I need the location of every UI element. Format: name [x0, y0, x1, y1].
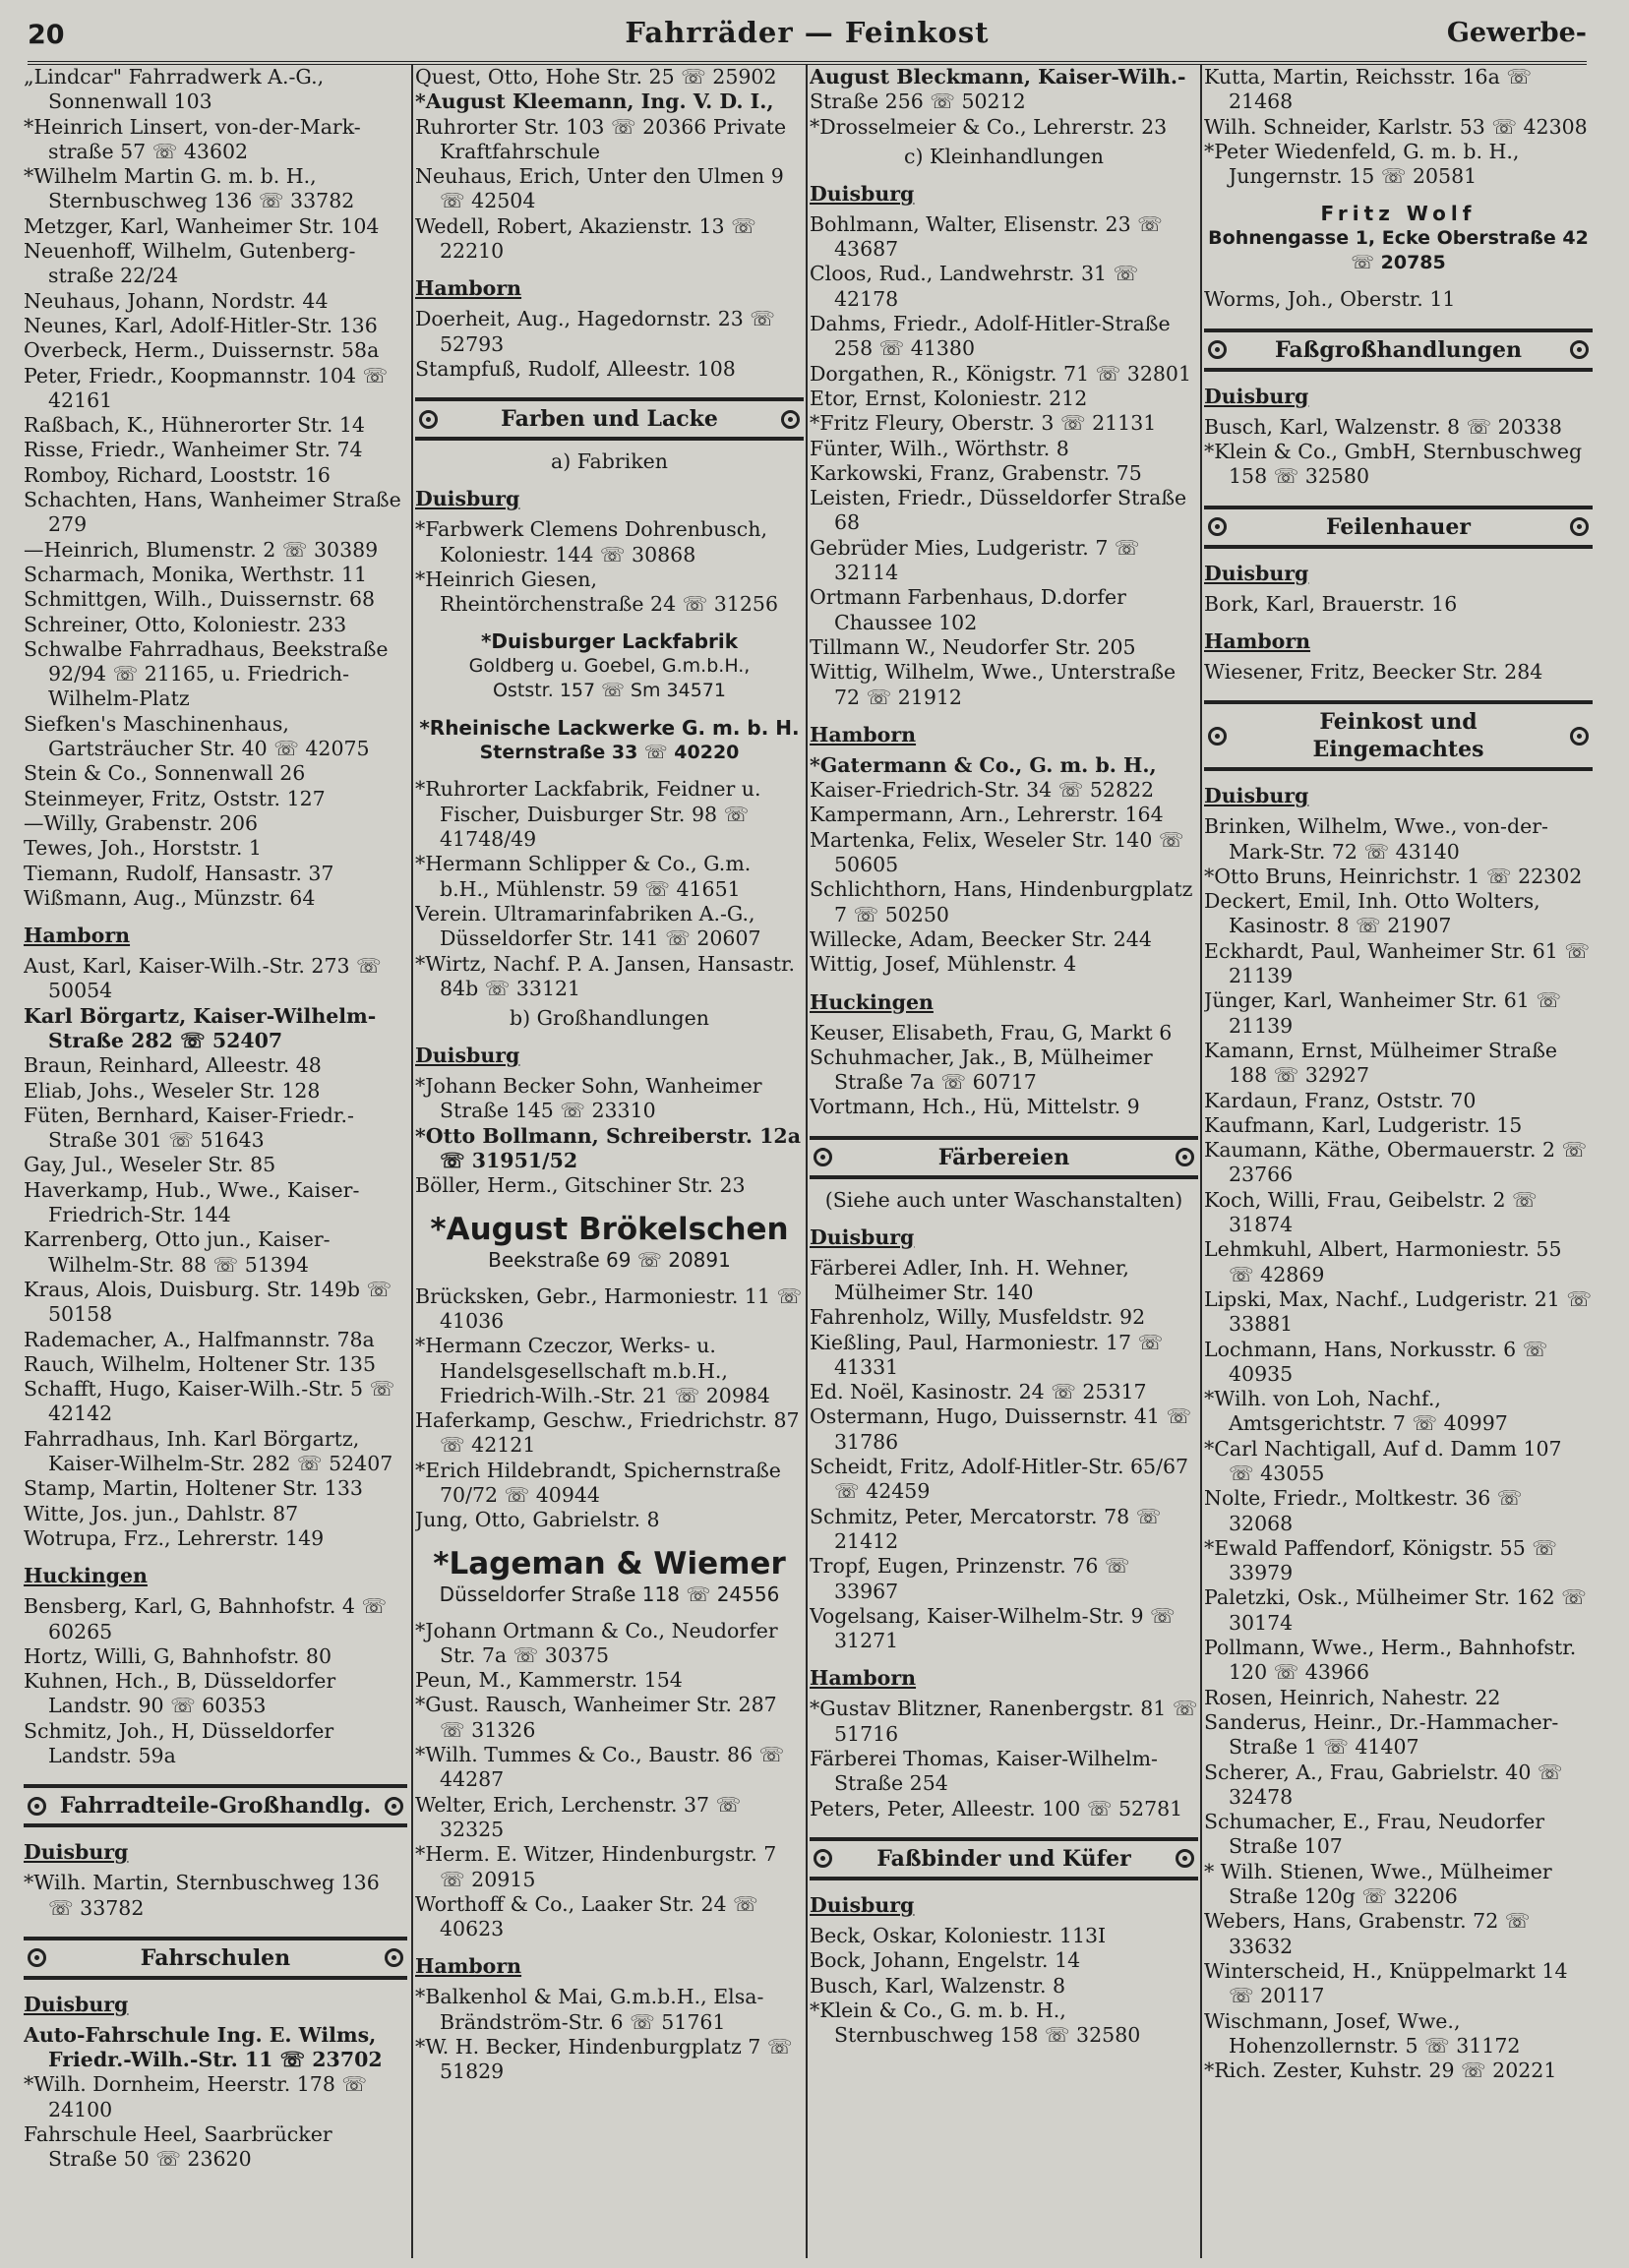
entry-list	[24, 65, 407, 911]
directory-entry: Romboy, Richard, Looststr. 16	[24, 462, 331, 487]
directory-entry: Neunes, Karl, Adolf-Hitler-Str. 136	[24, 313, 378, 337]
directory-entry: Neuenhoff, Wilhelm, Gutenberg-straße 22/24	[24, 239, 356, 288]
directory-entry: Peun, M., Kammerstr. 154	[415, 1668, 683, 1693]
advertisement	[415, 1545, 804, 1607]
directory-entry: Tewes, Joh., Horststr. 1	[24, 836, 262, 861]
ring-ornament-icon	[28, 1948, 46, 1967]
directory-entry: Ortmann Farbenhaus, D.dorfer Chaussee 102	[810, 585, 1126, 634]
directory-entry: Keuser, Elisabeth, Frau, G, Markt 6	[810, 1020, 1173, 1044]
directory-entry: * Wilh. Stienen, Wwe., Mülheimer Straße 120g ☏ 32206	[1204, 1859, 1552, 1909]
entry-list	[810, 90, 1198, 140]
directory-entry: Kardaun, Franz, Oststr. 70	[1204, 1088, 1477, 1112]
directory-entry: *Johann Ortmann & Co., Neudorfer Str. 7a ☏ 30375	[415, 1618, 778, 1667]
directory-entry: Lipski, Max, Nachf., Ludgeristr. 21 ☏ 33881	[1204, 1286, 1593, 1337]
directory-entry: Hortz, Willi, G, Bahnhofstr. 80	[24, 1643, 332, 1668]
directory-entry: Schuhmacher, Jak., B, Mülheimer Straße 7a ☏ 60717	[810, 1044, 1153, 1095]
ring-ornament-icon	[1570, 340, 1589, 359]
directory-entry: Karkowski, Franz, Grabenstr. 75	[810, 460, 1142, 485]
directory-entry: Rademacher, A., Halfmannstr. 78a	[24, 1327, 375, 1351]
directory-entry: *Balkenhol & Mai, G.m.b.H., Elsa-Brändström-Str. 6 ☏ 51761	[415, 1985, 764, 2034]
directory-entry: *Hermann Schlipper & Co., G.m. b.H., Mühlenstr. 59 ☏ 41651	[415, 852, 752, 901]
ring-ornament-icon	[1570, 727, 1589, 746]
directory-entry: „Lindcar" Fahrradwerk A.-G., Sonnenwall 103	[24, 65, 325, 114]
directory-entry: *Gust. Rausch, Wanheimer Str. 287 ☏ 31326	[415, 1693, 777, 1742]
section-title: Feinkost und Eingemachtes	[1312, 709, 1484, 763]
city-heading: Duisburg	[24, 1992, 129, 2016]
city-heading: Hamborn	[1204, 628, 1311, 653]
section-title: Faßbinder und Küfer	[876, 1845, 1131, 1872]
directory-entry: Nolte, Friedr., Moltkestr. 36 ☏ 32068	[1204, 1486, 1523, 1535]
city-heading: Duisburg	[24, 1840, 129, 1865]
directory-entry: Lochmann, Hans, Norkusstr. 6 ☏ 40935	[1204, 1337, 1548, 1386]
directory-entry: Pollmann, Wwe., Herm., Bahnhofstr. 120 ☏ 43966	[1204, 1636, 1577, 1685]
directory-entry: Dorgathen, R., Königstr. 71 ☏ 32801	[810, 361, 1192, 386]
bold-entry: *August Kleemann, Ing. V. D. I.,	[415, 90, 774, 114]
directory-entry: Vortmann, Hch., Hü, Mittelstr. 9	[810, 1095, 1140, 1119]
directory-entry: *Gustav Blitzner, Ranenbergstr. 81 ☏ 51716	[810, 1697, 1198, 1746]
directory-entry: Kießling, Paul, Harmoniestr. 17 ☏ 41331	[810, 1330, 1164, 1379]
running-title: Fahrräder — Feinkost	[625, 16, 990, 49]
directory-entry: *Klein & Co., G. m. b. H., Sternbuschweg 158 ☏ 32580	[810, 1998, 1141, 2048]
directory-entry: Webers, Hans, Grabenstr. 72 ☏ 33632	[1204, 1909, 1531, 1958]
directory-entry: Cloos, Rud., Landwehrstr. 31 ☏ 42178	[810, 262, 1139, 311]
advertisement	[415, 715, 804, 765]
directory-entry: *Hermann Czeczor, Werks- u. Handelsgesellschaft m.b.H., Friedrich-Wilh.-Str. 21 ☏ 20984	[415, 1334, 770, 1407]
advertisement	[415, 1211, 804, 1273]
directory-entry: Martenka, Felix, Weseler Str. 140 ☏ 50605	[810, 827, 1184, 877]
ad-name: *Rheinische Lackwerke G. m. b. H.	[419, 716, 800, 741]
directory-entry: Etor, Ernst, Koloniestr. 212	[810, 386, 1088, 410]
directory-entry: Doerheit, Aug., Hagedornstr. 23 ☏ 52793	[415, 307, 775, 356]
section-title: Farben und Lacke	[501, 406, 718, 433]
ring-ornament-icon	[28, 1797, 46, 1816]
directory-entry: *Fritz Fleury, Oberstr. 3 ☏ 21131	[810, 411, 1157, 436]
ring-ornament-icon	[1176, 1849, 1194, 1868]
directory-entry: Schafft, Hugo, Kaiser-Wilh.-Str. 5 ☏ 42142	[24, 1377, 395, 1426]
directory-entry: Schreiner, Otto, Koloniestr. 233	[24, 612, 347, 636]
directory-entry: Ruhrorter Str. 103 ☏ 20366 Private Kraftfahrschule	[415, 114, 787, 163]
directory-entry: *Carl Nachtigall, Auf d. Damm 107 ☏ 43055	[1204, 1436, 1562, 1485]
entry-list	[415, 777, 804, 1001]
ring-ornament-icon	[1570, 517, 1589, 536]
directory-entry: Tiemann, Rudolf, Hansastr. 37	[24, 861, 334, 885]
entry-list	[810, 1924, 1198, 2048]
entry-list	[415, 65, 804, 90]
directory-entry: —Willy, Grabenstr. 206	[24, 810, 259, 835]
directory-entry: Kraus, Alois, Duisburg. Str. 149b ☏ 50158	[24, 1277, 392, 1327]
directory-entry: Risse, Friedr., Wanheimer Str. 74	[24, 438, 363, 462]
directory-entry: Straße 256 ☏ 50212	[810, 90, 1026, 114]
directory-entry: Rauch, Wilhelm, Holtener Str. 135	[24, 1351, 377, 1376]
ad-line: ☏ 20785	[1351, 252, 1446, 274]
city-heading: Hamborn	[24, 924, 131, 948]
directory-entry: Schmittgen, Wilh., Duissernstr. 68	[24, 587, 376, 612]
entry-list	[24, 2072, 407, 2172]
directory-entry: Eckhardt, Paul, Wanheimer Str. 61 ☏ 21139	[1204, 938, 1590, 988]
directory-entry: Schumacher, E., Frau, Neudorfer Straße 107	[1204, 1810, 1545, 1859]
city-heading: Duisburg	[1204, 784, 1309, 808]
section-title: Färbereien	[937, 1144, 1070, 1170]
entry-list	[415, 1985, 804, 2084]
advertisement	[1204, 201, 1593, 275]
directory-entry: *W. H. Becker, Hindenburgplatz 7 ☏ 51829	[415, 2035, 793, 2084]
directory-entry: Brücksken, Gebr., Harmoniestr. 11 ☏ 41036	[415, 1283, 803, 1333]
directory-entry: Busch, Karl, Walzenstr. 8	[810, 1973, 1066, 1998]
directory-entry: Verein. Ultramarinfabriken A.-G., Düsseldorfer Str. 141 ☏ 20607	[415, 901, 761, 951]
city-heading: Duisburg	[415, 487, 520, 511]
directory-entry: Färberei Thomas, Kaiser-Wilhelm-Straße 254	[810, 1747, 1158, 1796]
entry-list	[1204, 65, 1593, 189]
ad-line: Goldberg u. Goebel, G.m.b.H.,	[468, 655, 751, 678]
directory-entry: Sanderus, Heinr., Dr.-Hammacher-Straße 1 ☏ 41407	[1204, 1709, 1559, 1760]
ring-ornament-icon	[419, 410, 438, 429]
directory-entry: Wilh. Schneider, Karlstr. 53 ☏ 42308	[1204, 114, 1588, 139]
ad-line: Beekstraße 69 ☏ 20891	[488, 1247, 731, 1272]
directory-entry: *Ewald Paffendorf, Königstr. 55 ☏ 33979	[1204, 1535, 1557, 1585]
entry-list	[810, 1021, 1198, 1120]
section-banner	[24, 1784, 407, 1827]
entry-list	[1204, 814, 1593, 2083]
city-heading: Hamborn	[415, 276, 522, 301]
section-banner	[810, 1136, 1198, 1179]
directory-entry: Raßbach, K., Hühnerorter Str. 14	[24, 413, 365, 438]
entry-list	[1204, 592, 1593, 617]
city-heading: Duisburg	[810, 1224, 915, 1249]
entry-list	[810, 212, 1198, 710]
directory-entry: Welter, Erich, Lerchenstr. 37 ☏ 32325	[415, 1792, 742, 1841]
directory-entry: Kuhnen, Hch., B, Düsseldorfer Landstr. 90 ☏ 60353	[24, 1669, 336, 1718]
entry-list	[1204, 415, 1593, 490]
directory-entry: *Wilh. Tummes & Co., Baustr. 86 ☏ 44287	[415, 1743, 785, 1792]
directory-entry: Karrenberg, Otto jun., Kaiser-Wilhelm-Str. 88 ☏ 51394	[24, 1227, 331, 1277]
ring-ornament-icon	[781, 410, 800, 429]
cross-reference-note: (Siehe auch unter Waschanstalten)	[824, 1187, 1183, 1212]
directory-entry: Peter, Friedr., Koopmannstr. 104 ☏ 42161	[24, 363, 389, 412]
directory-entry: *Otto Bruns, Heinrichstr. 1 ☏ 22302	[1204, 864, 1583, 888]
directory-entry: Jung, Otto, Gabrielstr. 8	[415, 1508, 660, 1532]
entry-list	[810, 778, 1198, 977]
section-banner	[1204, 700, 1593, 771]
directory-entry: Schmitz, Peter, Mercatorstr. 78 ☏ 21412	[810, 1504, 1162, 1553]
directory-entry: *Wilh. Martin, Sternbuschweg 136 ☏ 33782	[24, 1871, 380, 1920]
section-title: Faßgroßhandlungen	[1274, 336, 1523, 363]
directory-entry: Wedell, Robert, Akazienstr. 13 ☏ 22210	[415, 213, 756, 264]
directory-entry: Wotrupa, Frz., Lehrerstr. 149	[24, 1525, 325, 1550]
ad-line: Sternstraße 33 ☏ 40220	[479, 742, 740, 764]
section-title: Fahrschulen	[140, 1944, 291, 1971]
directory-entry: Kamann, Ernst, Mülheimer Straße 188 ☏ 32927	[1204, 1038, 1558, 1088]
entry-list	[24, 1053, 407, 1551]
city-heading: Hamborn	[810, 722, 917, 746]
section-banner	[810, 1837, 1198, 1880]
city-heading: Hamborn	[415, 1954, 522, 1979]
city-heading: Duisburg	[810, 1892, 915, 1917]
section-banner	[1204, 328, 1593, 372]
directory-entry: Fünter, Wilh., Wörthstr. 8	[810, 436, 1069, 460]
ring-ornament-icon	[1176, 1148, 1194, 1166]
directory-entry: Kampermann, Arn., Lehrerstr. 164	[810, 803, 1164, 827]
directory-entry: Wißmann, Aug., Münzstr. 64	[24, 885, 316, 910]
ad-line: Oststr. 157 ☏ Sm 34571	[493, 680, 726, 702]
directory-entry: Paletzki, Osk., Mülheimer Str. 162 ☏ 30174	[1204, 1585, 1587, 1635]
directory-entry: *Wirtz, Nachf. P. A. Jansen, Hansastr. 84b ☏ 33121	[415, 951, 796, 1000]
ad-name: *Lageman & Wiemer	[433, 1545, 786, 1582]
directory-entry: Metzger, Karl, Wanheimer Str. 104	[24, 213, 380, 238]
city-heading: Duisburg	[415, 1044, 520, 1068]
column-1	[24, 65, 407, 2263]
directory-entry: Quest, Otto, Hohe Str. 25 ☏ 25902	[415, 65, 777, 89]
ring-ornament-icon	[814, 1148, 832, 1166]
directory-entry: Kaufmann, Karl, Ludgeristr. 15	[1204, 1112, 1523, 1137]
directory-entry: *Wilhelm Martin G. m. b. H., Sternbuschweg 136 ☏ 33782	[24, 164, 355, 213]
directory-entry: Witte, Jos. jun., Dahlstr. 87	[24, 1501, 299, 1525]
ring-ornament-icon	[1208, 727, 1227, 746]
city-heading: Huckingen	[810, 989, 934, 1014]
directory-entry: Böller, Herm., Gitschiner Str. 23	[415, 1173, 746, 1198]
directory-entry: Füten, Bernhard, Kaiser-Friedr.-Straße 301 ☏ 51643	[24, 1103, 354, 1153]
city-heading: Huckingen	[24, 1564, 148, 1588]
directory-entry: Schlichthorn, Hans, Hindenburgplatz 7 ☏ 50250	[810, 877, 1193, 926]
directory-entry: *Heinrich Giesen, Rheintörchenstraße 24 ☏ 31256	[415, 567, 779, 617]
ring-ornament-icon	[385, 1948, 403, 1967]
directory-entry: Tropf, Eugen, Prinzenstr. 76 ☏ 33967	[810, 1554, 1130, 1603]
section-banner	[24, 1937, 407, 1980]
directory-entry: *Drosselmeier & Co., Lehrerstr. 23	[810, 114, 1168, 139]
city-heading: Duisburg	[810, 181, 915, 206]
directory-entry: Bock, Johann, Engelstr. 14	[810, 1948, 1081, 1973]
directory-entry: *Wilh. Dornheim, Heerstr. 178 ☏ 24100	[24, 2072, 368, 2121]
directory-entry: Braun, Reinhard, Alleestr. 48	[24, 1053, 322, 1078]
directory-entry: Kutta, Martin, Reichsstr. 16a ☏ 21468	[1204, 65, 1532, 114]
section-title: Fahrradteile-Großhandlg.	[59, 1793, 372, 1820]
directory-entry: Winterscheid, H., Knüppelmarkt 14 ☏ 20117	[1204, 1958, 1568, 2008]
directory-entry: *Rich. Zester, Kuhstr. 29 ☏ 20221	[1204, 2059, 1557, 2083]
ad-line: Bohnengasse 1, Ecke Oberstraße 42	[1208, 227, 1589, 250]
directory-entry: Scharmach, Monika, Werthstr. 11	[24, 562, 368, 586]
entry-list	[24, 954, 407, 1004]
directory-entry: Stampfuß, Rudolf, Alleestr. 108	[415, 356, 736, 381]
ring-ornament-icon	[814, 1849, 832, 1868]
directory-entry: Gebrüder Mies, Ludgeristr. 7 ☏ 32114	[810, 535, 1140, 585]
directory-entry: Neuhaus, Erich, Unter den Ulmen 9 ☏ 42504	[415, 164, 784, 213]
directory-entry: Fahrenholz, Willy, Musfeldstr. 92	[810, 1305, 1146, 1330]
entry-list	[1204, 287, 1593, 312]
directory-entry: Scherer, A., Frau, Gabrielstr. 40 ☏ 32478	[1204, 1760, 1563, 1809]
city-heading: Duisburg	[1204, 561, 1309, 585]
section-title: Feilenhauer	[1326, 513, 1471, 540]
entry-list	[415, 517, 804, 617]
directory-entry: Koch, Willi, Frau, Geibelstr. 2 ☏ 31874	[1204, 1187, 1538, 1237]
directory-entry: Kaiser-Friedrich-Str. 34 ☏ 52822	[810, 778, 1155, 803]
ad-line: Düsseldorfer Straße 118 ☏ 24556	[439, 1582, 780, 1606]
column-3	[810, 65, 1198, 2263]
entry-list	[415, 307, 804, 382]
directory-entry: Siefken's Maschinenhaus, Gartsträucher Str. 40 ☏ 42075	[24, 711, 370, 761]
directory-entry: Dahms, Friedr., Adolf-Hitler-Straße 258 ☏ 41380	[810, 312, 1171, 361]
directory-entry: Stein & Co., Sonnenwall 26	[24, 761, 306, 786]
column-rule	[411, 65, 413, 2258]
directory-entry: *Ruhrorter Lackfabrik, Feidner u. Fischer, Duisburger Str. 98 ☏ 41748/49	[415, 777, 761, 852]
directory-entry: Bensberg, Karl, G, Bahnhofstr. 4 ☏ 60265	[24, 1594, 388, 1643]
directory-entry: Schwalbe Fahrradhaus, Beekstraße 92/94 ☏ 21165, u. Friedrich-Wilhelm-Platz	[24, 636, 389, 711]
directory-entry: Leisten, Friedr., Düsseldorfer Straße 68	[810, 486, 1187, 535]
page-number: 20	[28, 20, 65, 50]
ad-name: *Duisburger Lackfabrik	[480, 629, 739, 654]
directory-entry: Färberei Adler, Inh. H. Wehner, Mülheimer Str. 140	[810, 1255, 1129, 1304]
directory-entry: Ostermann, Hugo, Duissernstr. 41 ☏ 31786	[810, 1404, 1192, 1454]
column-4	[1204, 65, 1593, 2263]
advertisement	[415, 628, 804, 703]
directory-entry: Overbeck, Herm., Duissernstr. 58a	[24, 338, 380, 363]
ring-ornament-icon	[1208, 517, 1227, 536]
city-heading: Duisburg	[1204, 384, 1309, 408]
entry-list	[415, 115, 804, 265]
entry-list	[24, 1594, 407, 1768]
directory-entry: Wittig, Josef, Mühlenstr. 4	[810, 952, 1077, 977]
directory-entry: *Johann Becker Sohn, Wanheimer Straße 145 ☏ 23310	[415, 1074, 762, 1123]
directory-entry: Wiesener, Fritz, Beecker Str. 284	[1204, 659, 1543, 684]
directory-entry: Schmitz, Joh., H, Düsseldorfer Landstr. 59a	[24, 1718, 334, 1767]
directory-entry: *Klein & Co., GmbH, Sternbuschweg 158 ☏ 32580	[1204, 440, 1583, 489]
directory-entry: Rosen, Heinrich, Nahestr. 22	[1204, 1685, 1501, 1709]
entry-list	[810, 1697, 1198, 1820]
directory-entry: Scheidt, Fritz, Adolf-Hitler-Str. 65/67 ☏ 42459	[810, 1455, 1189, 1504]
directory-entry: Vogelsang, Kaiser-Wilhelm-Str. 9 ☏ 31271	[810, 1603, 1176, 1653]
column-2	[415, 65, 804, 2263]
section-banner	[1204, 506, 1593, 549]
directory-entry: *Farbwerk Clemens Dohrenbusch, Koloniestr. 144 ☏ 30868	[415, 517, 767, 567]
directory-entry: Haverkamp, Hub., Wwe., Kaiser-Friedrich-Str. 144	[24, 1177, 360, 1227]
directory-entry: Fahrradhaus, Inh. Karl Börgartz, Kaiser-Wilhelm-Str. 282 ☏ 52407	[24, 1426, 393, 1476]
directory-entry: Ed. Noël, Kasinostr. 24 ☏ 25317	[810, 1380, 1147, 1404]
directory-entry: *Heinrich Linsert, von-der-Mark-straße 57 ☏ 43602	[24, 114, 361, 163]
bold-entry: *Gatermann & Co., G. m. b. H.,	[810, 752, 1157, 777]
subsection-heading: b) Großhandlungen	[509, 1006, 710, 1031]
bold-entry: *Otto Bollmann, Schreiberstr. 12a ☏ 31951/52	[415, 1123, 801, 1173]
city-heading: Hamborn	[810, 1666, 917, 1691]
directory-entry: Kaumann, Käthe, Obermauerstr. 2 ☏ 23766	[1204, 1138, 1588, 1187]
section-banner	[415, 397, 804, 441]
directory-entry: Jünger, Karl, Wanheimer Str. 61 ☏ 21139	[1204, 988, 1561, 1038]
entry-list	[415, 1173, 804, 1198]
page-header	[28, 0, 1587, 65]
directory-entry: Brinken, Wilhelm, Wwe., von-der-Mark-Str. 72 ☏ 43140	[1204, 814, 1548, 864]
directory-entry: Beck, Oskar, Koloniestr. 113I	[810, 1923, 1107, 1947]
directory-entry: *Wilh. von Loh, Nachf., Amtsgerichtstr. 7 ☏ 40997	[1204, 1387, 1508, 1436]
directory-entry: Worms, Joh., Oberstr. 11	[1204, 287, 1456, 312]
column-rule	[806, 65, 808, 2258]
directory-entry: Peters, Peter, Alleestr. 100 ☏ 52781	[810, 1796, 1183, 1820]
directory-entry: Gay, Jul., Weseler Str. 85	[24, 1153, 276, 1177]
directory-entry: Wittig, Wilhelm, Wwe., Unterstraße 72 ☏ 21912	[810, 660, 1176, 709]
subsection-heading: a) Fabriken	[550, 449, 669, 474]
directory-entry: —Heinrich, Blumenstr. 2 ☏ 30389	[24, 537, 379, 562]
ad-name: Fritz Wolf	[1320, 202, 1477, 226]
ad-name: *August Brökelschen	[430, 1211, 789, 1247]
running-section: Gewerbe-	[1446, 18, 1587, 48]
directory-entry: Willecke, Adam, Beecker Str. 244	[810, 926, 1152, 951]
bold-entry: Karl Börgartz, Kaiser-Wilhelm-Straße 282 ☏ 52407	[24, 1003, 377, 1052]
column-rule	[1200, 65, 1202, 2258]
directory-entry: Steinmeyer, Fritz, Oststr. 127	[24, 786, 326, 810]
entry-list	[415, 1284, 804, 1533]
directory-entry: Bork, Karl, Brauerstr. 16	[1204, 591, 1458, 616]
directory-entry: Tillmann W., Neudorfer Str. 205	[810, 634, 1136, 659]
directory-entry: Fahrschule Heel, Saarbrücker Straße 50 ☏ 23620	[24, 2122, 332, 2172]
directory-entry: Worthoff & Co., Laaker Str. 24 ☏ 40623	[415, 1891, 758, 1941]
directory-entry: Busch, Karl, Walzenstr. 8 ☏ 20338	[1204, 414, 1562, 439]
directory-entry: *Herm. E. Witzer, Hindenburgstr. 7 ☏ 20915	[415, 1842, 777, 1891]
directory-entry: *Peter Wiedenfeld, G. m. b. H., Jungernstr. 15 ☏ 20581	[1204, 139, 1520, 189]
directory-entry: Neuhaus, Johann, Nordstr. 44	[24, 288, 329, 313]
entry-list	[415, 1619, 804, 1942]
entry-list	[24, 1871, 407, 1921]
entry-list	[1204, 660, 1593, 685]
subsection-heading: c) Kleinhandlungen	[904, 144, 1104, 168]
bold-entry: Auto-Fahrschule Ing. E. Wilms, Friedr.-Wilh.-Str. 11 ☏ 23702	[24, 2022, 383, 2072]
directory-entry: *Erich Hildebrandt, Spichernstraße 70/72 ☏ 40944	[415, 1458, 781, 1507]
directory-entry: Deckert, Emil, Inh. Otto Wolters, Kasinostr. 8 ☏ 21907	[1204, 889, 1540, 938]
bold-entry: August Bleckmann, Kaiser-Wilh.-	[810, 65, 1186, 89]
directory-entry: Haferkamp, Geschw., Friedrichstr. 87 ☏ 42121	[415, 1408, 800, 1458]
entry-list	[415, 1074, 804, 1124]
ring-ornament-icon	[1208, 340, 1227, 359]
directory-entry: Wischmann, Josef, Wwe., Hohenzollernstr. 5 ☏ 31172	[1204, 2008, 1521, 2058]
directory-entry: Lehmkuhl, Albert, Harmoniestr. 55 ☏ 42869	[1204, 1237, 1562, 1286]
directory-entry: Aust, Karl, Kaiser-Wilh.-Str. 273 ☏ 50054	[24, 954, 382, 1003]
directory-entry: Eliab, Johs., Weseler Str. 128	[24, 1078, 321, 1103]
directory-entry: Stamp, Martin, Holtener Str. 133	[24, 1476, 363, 1501]
ring-ornament-icon	[385, 1797, 403, 1816]
directory-entry: Schachten, Hans, Wanheimer Straße 279	[24, 488, 401, 537]
directory-entry: Bohlmann, Walter, Elisenstr. 23 ☏ 43687	[810, 211, 1163, 262]
entry-list	[810, 1256, 1198, 1654]
